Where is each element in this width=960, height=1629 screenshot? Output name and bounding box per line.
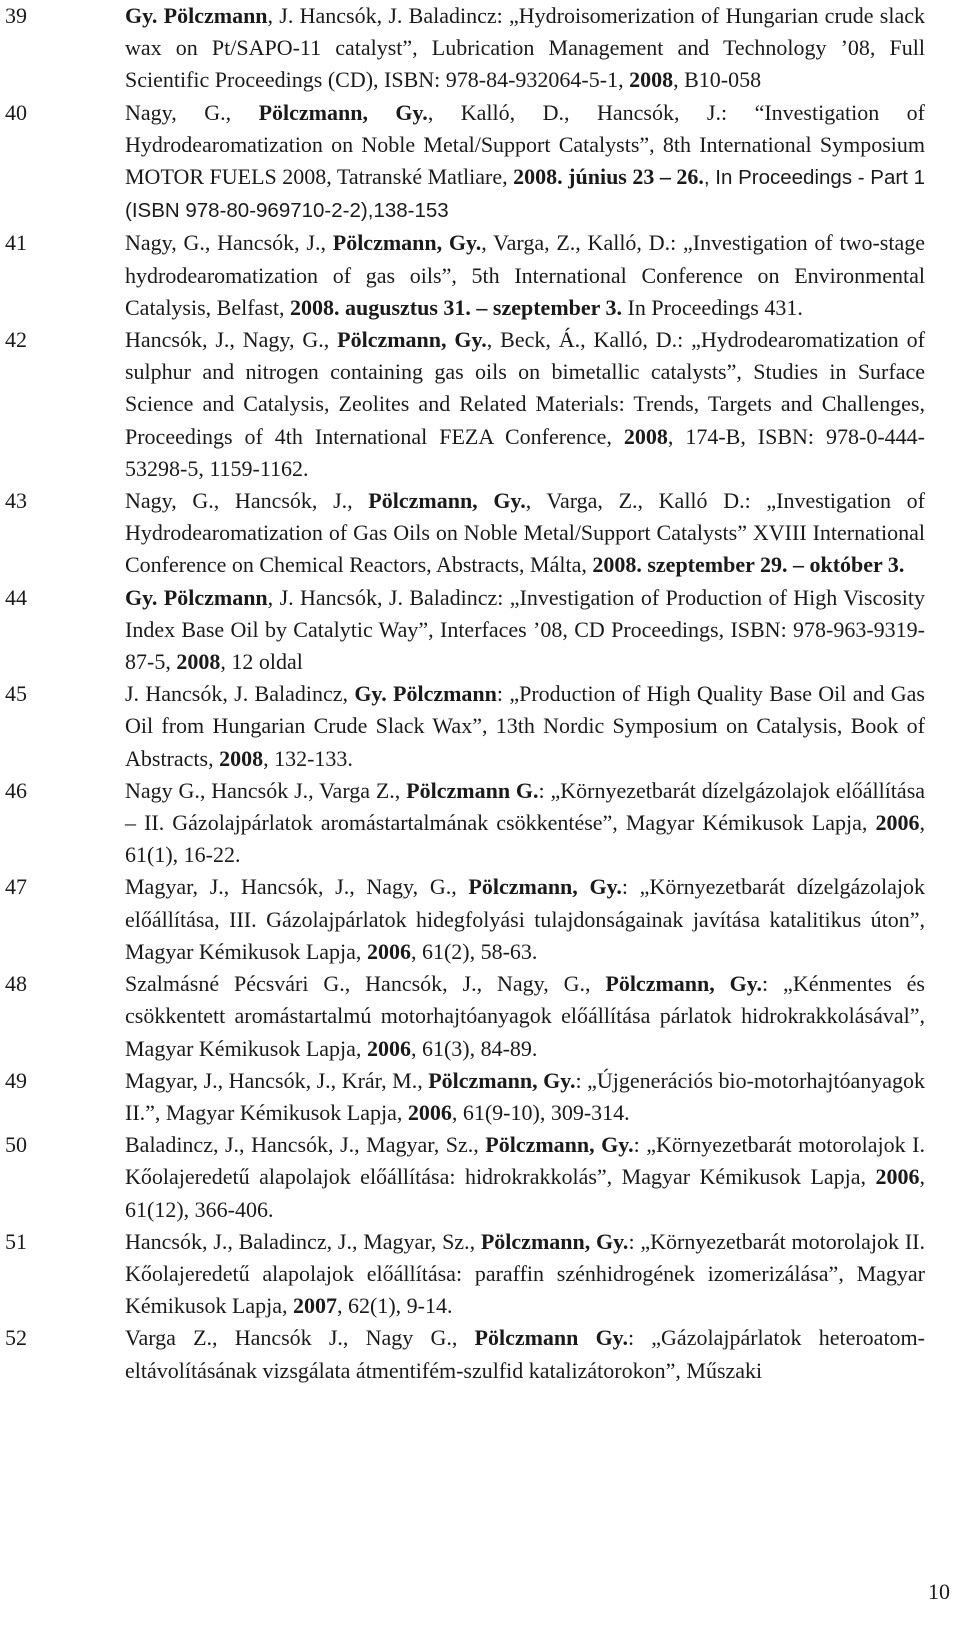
- reference-segment: Magyar, J., Hancsók, J., Nagy, G.,: [125, 874, 469, 900]
- reference-segment: : „Gázolajpárlatok heteroatom-eltávolításának vizsgálata átmentifém-szulfid katalizátorokon”, Műszaki: [125, 1325, 925, 1383]
- reference-number: 39: [5, 3, 27, 28]
- reference-segment: , 174-B, ISBN: 978-0-444-53298-5, 1159-1162.: [125, 423, 925, 481]
- reference-bold-segment: Gy. Pölczmann: [354, 681, 497, 707]
- reference-segment: , 132-133.: [263, 745, 353, 771]
- reference-segment: , Beck, Á., Kalló, D.: „Hydrodearomatization of sulphur and nitrogen containing gas oils on bimetallic catalysts”, Studies in Surface Science and Catalysis, Zeolites and Related Materials: Trends, Targets and Challenges, Proceedings of 4th International FEZA Conference,: [125, 327, 926, 449]
- reference-number: 41: [5, 230, 27, 256]
- reference-text: [125, 871, 925, 968]
- page-number: 10: [928, 1579, 950, 1604]
- reference-bold-segment: 2008. június 23 – 26.: [513, 164, 704, 190]
- reference-bold-segment: Pölczmann G.: [406, 777, 539, 803]
- reference-text: [125, 1226, 925, 1323]
- reference-number: 45: [5, 681, 27, 707]
- reference-text: [125, 1065, 925, 1129]
- reference-segment: , 61(9-10), 309-314.: [451, 1099, 630, 1125]
- reference-item: [0, 97, 960, 228]
- reference-item: [0, 871, 960, 968]
- reference-bold-segment: Pölczmann, Gy.: [480, 1228, 629, 1254]
- reference-item: [0, 775, 960, 872]
- reference-segment: , Varga, Z., Kalló, D.: „Investigation of two-stage hydrodearomatization of gas oils”, 5th International Conference on Environmental Catalysis, Belfast,: [125, 230, 926, 320]
- reference-text: [125, 775, 925, 872]
- reference-bold-segment: 2006: [875, 1164, 920, 1190]
- reference-segment: Szalmásné Pécsvári G., Hancsók, J., Nagy, G.,: [125, 971, 606, 997]
- reference-segment: : „Környezetbarát motorolajok I. Kőolajeredetű alapolajok előállítása: hidrokrakkolás”, Magyar Kémikusok Lapja,: [125, 1132, 925, 1190]
- reference-item: [0, 1322, 960, 1386]
- reference-text: [125, 1129, 925, 1226]
- reference-bold-segment: 2008: [623, 423, 668, 449]
- reference-item: [0, 324, 960, 485]
- reference-text: [125, 324, 925, 485]
- reference-bold-segment: Pölczmann, Gy.: [605, 971, 763, 997]
- reference-number: 42: [5, 327, 27, 353]
- reference-bold-segment: 2008: [629, 67, 674, 93]
- reference-segment: : „Production of High Quality Base Oil and Gas Oil from Hungarian Crude Slack Wax”, 13th Nordic Symposium on Catalysis, Book of Abstracts,: [125, 681, 925, 771]
- reference-item: [0, 968, 960, 1065]
- reference-text: [125, 485, 925, 582]
- reference-segment: J. Hancsók, J. Baladincz,: [125, 681, 355, 707]
- reference-number: 40: [5, 99, 27, 125]
- reference-text: [125, 678, 925, 775]
- reference-segment: , J. Hancsók, J. Baladincz: „Investigation of Production of High Viscosity Index Base Oil by Catalytic Way”, Interfaces ’08, CD Proceedings, ISBN: 978-963-9319-87-5,: [125, 584, 925, 675]
- reference-text: [125, 227, 925, 324]
- reference-segment: : „Környezetbarát motorolajok II. Kőolajeredetű alapolajok előállítása: paraffin szénhidrogének izomerizálása”, Magyar Kémikusok Lapja,: [125, 1228, 925, 1319]
- reference-text: [125, 1322, 925, 1386]
- reference-segment: : „Környezetbarát dízelgázolajok előállítása, III. Gázolajpárlatok hidegfolyási tulajdonságainak javítása katalitikus úton”, Magyar Kémikusok Lapja,: [125, 874, 925, 964]
- reference-bold-segment: 2006: [366, 1035, 411, 1061]
- reference-number: 43: [5, 488, 27, 514]
- reference-number: 50: [5, 1132, 27, 1158]
- reference-text: [125, 582, 925, 679]
- reference-bold-segment: 2008. augusztus 31. – szeptember 3.: [289, 294, 623, 320]
- reference-segment: , 61(3), 84-89.: [410, 1035, 538, 1061]
- reference-segment: Hancsók, J., Nagy, G.,: [125, 327, 338, 353]
- reference-segment: Hancsók, J., Baladincz, J., Magyar, Sz.,: [125, 1228, 481, 1254]
- reference-bold-segment: Pölczmann, Gy.: [485, 1132, 634, 1158]
- reference-bold-segment: Pölczmann, Gy.: [332, 230, 482, 256]
- reference-text: [125, 97, 925, 228]
- reference-bold-segment: Gy. Pölczmann: [125, 3, 268, 28]
- reference-segment: : „Újgenerációs bio-motorhajtóanyagok II.”, Magyar Kémikusok Lapja,: [125, 1067, 925, 1125]
- reference-item: [0, 485, 960, 582]
- reference-segment: Nagy, G., Hancsók, J.,: [125, 488, 369, 514]
- reference-segment: , In Proceedings - Part 1 (ISBN 978-80-969710-2-2),138-153: [125, 166, 926, 223]
- reference-bold-segment: Pölczmann, Gy.: [468, 874, 622, 900]
- reference-number: 46: [5, 777, 27, 803]
- reference-bold-segment: Pölczmann, Gy.: [428, 1067, 576, 1093]
- reference-item: [0, 678, 960, 775]
- reference-number: 49: [5, 1067, 27, 1093]
- reference-segment: , 61(1), 16-22.: [125, 810, 925, 868]
- reference-segment: Nagy, G.,: [125, 99, 259, 125]
- reference-number: 47: [5, 874, 27, 900]
- reference-item: [0, 0, 960, 97]
- reference-segment: , B10-058: [673, 67, 762, 93]
- reference-segment: Nagy G., Hancsók J., Varga Z.,: [125, 777, 407, 803]
- reference-number: 48: [5, 971, 27, 997]
- reference-item: [0, 1129, 960, 1226]
- reference-text: [125, 968, 925, 1065]
- reference-bold-segment: 2006: [875, 810, 920, 836]
- reference-bold-segment: Pölczmann, Gy.: [258, 99, 428, 125]
- reference-segment: , 12 oldal: [220, 649, 303, 675]
- reference-number: 44: [5, 584, 27, 610]
- reference-segment: , J. Hancsók, J. Baladincz: „Hydroisomerization of Hungarian crude slack wax on Pt/SAPO-11 catalyst”, Lubrication Management and Technology ’08, Full Scientific Proceedings (CD), ISBN: 978-84-932064-5-1,: [125, 3, 925, 93]
- reference-segment: : „Környezetbarát dízelgázolajok előállítása – II. Gázolajpárlatok aromástartalmának csökkentése”, Magyar Kémikusok Lapja,: [125, 777, 926, 836]
- reference-bold-segment: 2008: [176, 649, 221, 675]
- reference-item: [0, 1226, 960, 1323]
- reference-segment: , Varga, Z., Kalló D.: „Investigation of Hydrodearomatization of Gas Oils on Noble Metal/Support Catalysts” XVIII International Conference on Chemical Reactors, Abstracts, Málta,: [125, 488, 925, 578]
- reference-segment: , 62(1), 9-14.: [337, 1293, 453, 1319]
- reference-segment: : „Kénmentes és csökkentett aromástartalmú motorhajtóanyagok előállítása párlatok hidrokrakkolásával”, Magyar Kémikusok Lapja,: [125, 971, 925, 1061]
- reference-bold-segment: 2007: [293, 1293, 338, 1319]
- reference-segment: Varga Z., Hancsók J., Nagy G.,: [125, 1325, 475, 1351]
- reference-segment: Nagy, G., Hancsók, J.,: [125, 230, 333, 256]
- reference-item: [0, 227, 960, 324]
- reference-segment: , 61(12), 366-406.: [125, 1164, 925, 1222]
- reference-bold-segment: 2006: [407, 1099, 452, 1125]
- reference-number: 52: [5, 1325, 27, 1351]
- reference-segment: In Proceedings 431.: [622, 294, 803, 320]
- reference-segment: , Kalló, D., Hancsók, J.: “Investigation of Hydrodearomatization on Noble Metal/Support Catalysts”, 8th International Symposium MOTOR FUELS 2008, Tatranské Matliare,: [125, 99, 925, 190]
- reference-text: [125, 0, 925, 97]
- reference-item: [0, 1065, 960, 1129]
- reference-bold-segment: Gy. Pölczmann: [125, 584, 268, 610]
- reference-segment: Baladincz, J., Hancsók, J., Magyar, Sz.,: [125, 1132, 486, 1158]
- reference-bold-segment: Pölczmann Gy.: [474, 1325, 628, 1351]
- reference-bold-segment: Pölczmann, Gy.: [337, 327, 487, 353]
- reference-segment: , 61(2), 58-63.: [410, 938, 538, 964]
- reference-bold-segment: 2006: [366, 938, 411, 964]
- reference-item: [0, 582, 960, 679]
- reference-number: 51: [5, 1228, 27, 1254]
- reference-segment: Magyar, J., Hancsók, J., Krár, M.,: [125, 1067, 429, 1093]
- reference-bold-segment: 2008: [219, 745, 264, 771]
- reference-bold-segment: 2008. szeptember 29. – október 3.: [592, 552, 905, 578]
- reference-bold-segment: Pölczmann, Gy.: [368, 488, 526, 514]
